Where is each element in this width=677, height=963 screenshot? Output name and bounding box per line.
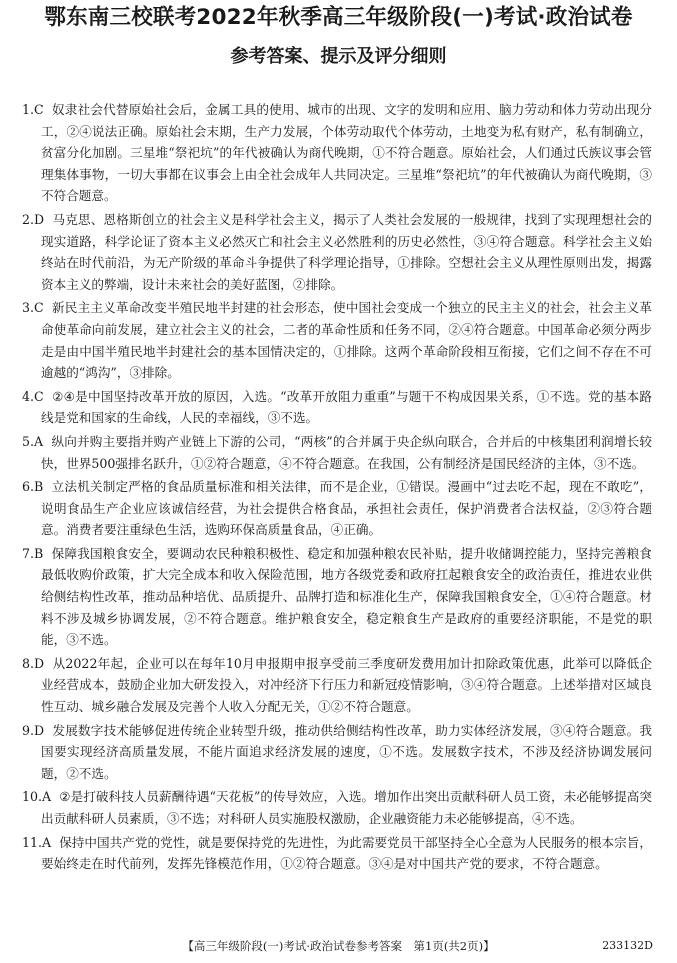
answer-explanation: 保障我国粮食安全，要调动农民种粮积极性、稳定和加强种粮农民补贴，提升收储调控能力，坚持完善粮食最低收购价政策，扩大完全成本和收入保险范围，地方各级党委和政府扛起粮食安全的政治责任，推进农业供给侧结构性改革，推动品种培优、品质提升、品牌打造和标准化生产，保障我国粮食安全，①④符合题意。材料不涉及城乡协调发展，②不符合题意。维护粮食安全，稳定粮食生产是政府的重要经济职能，不是党的职能，③不选。	[41, 545, 652, 648]
answer-number: 7.	[22, 545, 35, 561]
answer-explanation: 奴隶社会代替原始社会后，金属工具的使用、城市的出现、文字的发明和应用、脑力劳动和体力劳动出现分工，②④说法正确。原始社会末期，生产力发展，个体劳动取代个体劳动，土地变为私有财产，私有制确立，贫富分化加剧。三星堆“祭祀坑”的年代被确认为商代晚期，①不符合题意。原始社会，人们通过氏族议事会管理集体事物，一切大事都在议事会上由全社会成年人共同决定。三星堆“祭祀坑”的年代被确认为商代晚期，③不符合题意。	[41, 102, 652, 204]
answer-letter: D	[34, 655, 45, 671]
answer-letter: B	[34, 479, 44, 495]
answer-explanation: 保持中国共产党的党性，就是要保持党的先进性，为此需要党员干部坚持全心全意为人民服务的根本宗旨，要始终走在时代前列，发挥先锋模范作用，①②符合题意。③④是对中国共产党的要求，不符合题意。	[41, 834, 652, 872]
answer-item-6	[22, 476, 652, 541]
footer-exam-code: 233132D	[602, 939, 653, 952]
answer-letter: C	[34, 388, 44, 404]
answer-letter: C	[34, 300, 44, 316]
answer-number: 4.	[22, 388, 35, 404]
page-title: 鄂东南三校联考2022年秋季高三年级阶段(一)考试·政治试卷	[44, 5, 633, 30]
answer-number: 6.	[22, 479, 35, 495]
answer-item-11	[22, 832, 652, 875]
answer-number: 10.	[22, 789, 43, 805]
answer-letter: B	[34, 545, 44, 561]
answer-item-3	[22, 297, 652, 383]
answer-explanation: 发展数字技术能够促进传统企业转型升级，推动供给侧结构性改革，助力实体经济发展，③④符合题意。我国要实现经济高质量发展，不能片面追求经济发展的速度，①不选。发展数字技术，不涉及经济协调发展问题，②不选。	[41, 722, 652, 781]
answer-item-9	[22, 720, 652, 785]
answer-explanation: ②是打破科技人员薪酬待遇“天花板”的传导效应，入选。增加作出突出贡献科研人员工资，未必能够提高突出贡献科研人员素质，③不选；对科研人员实施股权激励，企业融资能力未必能够提高，④不选。	[41, 789, 652, 826]
answer-explanation: 从2022年起，企业可以在每年10月申报期申报享受前三季度研发费用加计扣除政策优惠，此举可以降低企业经营成本，鼓励企业加大研发投入，对冲经济下行压力和新冠疫情影响，③④符合题意。上述举措对区域良性互动、城乡融合发展及完善个人收入分配无关，①②不符合题意。	[41, 655, 652, 715]
answer-letter: A	[42, 789, 52, 805]
answer-item-8	[22, 653, 652, 718]
answer-item-7	[22, 543, 652, 651]
answer-number: 8.	[22, 655, 35, 671]
footer-page-info: 【高三年级阶段(一)考试·政治试卷参考答案 第1页(共2页)】	[182, 939, 495, 953]
answer-explanation: 马克思、恩格斯创立的社会主义是科学社会主义，揭示了人类社会发展的一般规律，找到了实现理想社会的现实道路，科学论证了资本主义必然灭亡和社会主义必然胜利的历史必然性，③④符合题意。科学社会主义始终站在时代前沿，为无产阶级的革命斗争提供了科学理论指导，①排除。空想社会主义从理性原则出发，揭露资本主义的弊端，设计未来社会的美好蓝图，②排除。	[41, 211, 652, 292]
answer-item-4	[22, 386, 652, 429]
answer-explanation: 纵向并购主要指并购产业链上下游的公司，“两核”的合并属于央企纵向联合，合并后的中核集团利润增长较快，世界500强排名跃升，①②符合题意，④不符合题意。在我国，公有制经济是国民经济的主体，③不选。	[41, 433, 652, 471]
answer-explanation: 立法机关制定严格的食品质量标准和相关法律，而不是企业，①错误。漫画中“过去吃不起，现在不敢吃”，说明食品生产企业应该诚信经营，为社会提供合格食品，承担社会责任，保护消费者合法权益，②③符合题意。消费者要注重绿色生活，选购环保高质量食品，④正确。	[41, 479, 652, 538]
answer-letter: D	[34, 211, 45, 227]
page-footer	[0, 935, 677, 957]
answer-letter: A	[34, 433, 44, 449]
answer-number: 2.	[22, 211, 35, 227]
answer-item-5	[22, 431, 652, 474]
answer-explanation: ②④是中国坚持改革开放的原因，入选。“改革开放阻力重重”与题干不构成因果关系，①不选。党的基本路线是党和国家的生命线，人民的幸福线，③不选。	[41, 388, 652, 426]
answer-number: 1.	[22, 102, 35, 117]
answer-item-10	[22, 786, 652, 829]
page-subtitle: 参考答案、提示及评分细则	[230, 46, 447, 67]
answer-explanation: 新民主主义革命改变半殖民地半封建的社会形态，使中国社会变成一个独立的民主主义的社会，社会主义革命使革命向前发展，建立社会主义的社会，二者的革命性质和任务不同，②④符合题意。中国革命必须分两步走是由中国半殖民地半封建社会的基本国情决定的，①排除。这两个革命阶段相互衔接，它们之间不存在不可逾越的“鸿沟”，③排除。	[41, 300, 652, 381]
answer-letter: A	[42, 834, 52, 850]
answer-list	[22, 99, 652, 877]
answer-item-2	[22, 209, 652, 295]
answer-number: 9.	[22, 722, 35, 738]
answer-number: 11.	[22, 834, 43, 850]
answer-number: 3.	[22, 300, 35, 316]
answer-number: 5.	[22, 433, 35, 449]
answer-item-1	[22, 99, 652, 207]
answer-letter: D	[34, 722, 45, 738]
answer-letter: C	[34, 102, 44, 117]
